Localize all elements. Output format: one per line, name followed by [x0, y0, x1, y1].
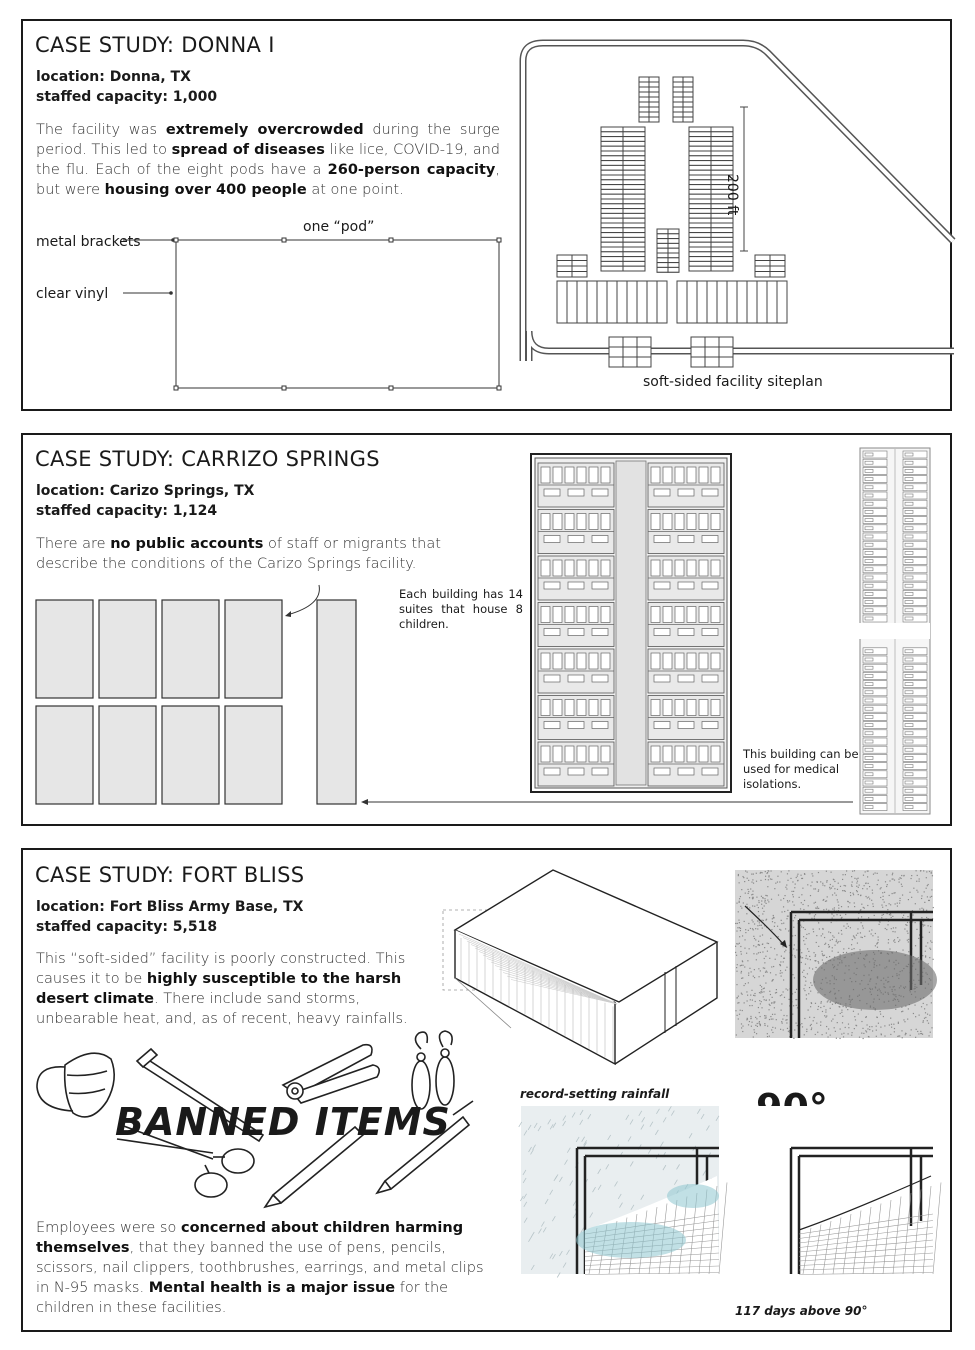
carrizo-panel: [21, 433, 952, 826]
rainfall-illustration: [521, 1106, 719, 1274]
building-note: Each building has 14 suites that house 8 children.: [399, 587, 523, 631]
carrizo-location: location: Carizo Springs, TX: [36, 483, 255, 499]
bliss-panel: [21, 848, 952, 1332]
donna-title: CASE STUDY: DONNA I: [35, 33, 275, 57]
heat-illustration: [735, 1106, 933, 1274]
nail-clipper-icon: [283, 1045, 379, 1103]
heat-caption: 117 days above 90°: [735, 1304, 868, 1318]
carrizo-paragraph: There are no public accounts of staff or migrants that describe the conditions of the Carizo Springs facility.: [36, 536, 441, 572]
isolation-building: [859, 447, 931, 815]
rainfall-caption: record-setting rainfall: [520, 1087, 670, 1101]
n95-mask-icon: [37, 1053, 114, 1117]
siteplan-caption: soft-sided facility siteplan: [643, 374, 823, 390]
carrizo-capacity: staffed capacity: 1,124: [36, 503, 218, 519]
bliss-capacity: staffed capacity: 5,518: [36, 919, 218, 935]
metal-brackets-label: metal brackets: [36, 234, 141, 250]
bliss-title: CASE STUDY: FORT BLISS: [35, 863, 305, 887]
donna-panel: [21, 19, 952, 411]
donna-capacity: staffed capacity: 1,000: [36, 89, 218, 105]
bliss-paragraph-2: Employees were so concerned about children harming themselves, that they banned the use of pens, pencils, scissors, nail clippers, toothbrushes, earrings, and metal clips in N-95 masks. Mental health is a major issue for the children in these facilities.: [36, 1220, 484, 1316]
carrizo-title: CASE STUDY: CARRIZO SPRINGS: [35, 447, 380, 471]
bliss-paragraph-1: This “soft-sided” facility is poorly constructed. This causes it to be highly susceptible to the harsh desert climate. There include sand storms, unbearable heat, and, as of recent, heavy rainfalls.: [36, 951, 408, 1027]
bliss-location: location: Fort Bliss Army Base, TX: [36, 899, 304, 915]
tent-isometric: [441, 868, 721, 1068]
carrizo-building-plan: [530, 453, 732, 793]
donna-paragraph: The facility was extremely overcrowded during the surge period. This led to spread of diseases like lice, COVID-19, and the flu. Each of the eight pods have a 260-person capacity, but were housing over 400 people at one point.: [36, 122, 500, 198]
clear-vinyl-label: clear vinyl: [36, 286, 109, 302]
dimension-label: 200 ft: [724, 174, 740, 216]
sandstorm-illustration: [735, 870, 933, 1038]
isolation-note: This building can be used for medical isolations.: [743, 747, 859, 791]
banned-items-heading: BANNED ITEMS: [115, 1100, 451, 1144]
pod-label: one “pod”: [303, 219, 375, 235]
siteplan-pods: [557, 77, 787, 367]
donna-location: location: Donna, TX: [36, 69, 191, 85]
